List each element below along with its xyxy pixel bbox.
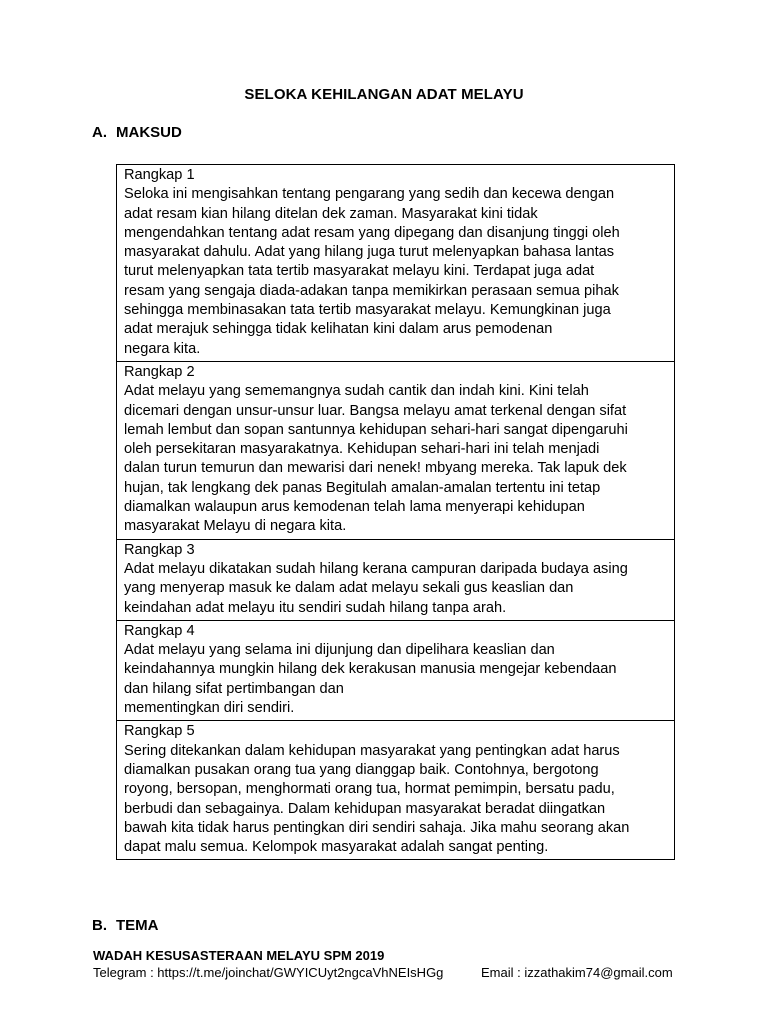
rangkap-row — [117, 620, 675, 720]
footer-contact — [93, 965, 693, 980]
rangkap-line: yang menyerap masuk ke dalam adat melayu sekali gus keaslian dan — [124, 580, 574, 597]
footer-title: WADAH KESUSASTERAAN MELAYU SPM 2019 — [93, 948, 385, 963]
rangkap-row — [117, 721, 675, 860]
rangkap-title: Rangkap 4 — [124, 622, 195, 639]
rangkap-line: berbudi dan sebagainya. Dalam kehidupan masyarakat beradat diingatkan — [124, 800, 606, 817]
rangkap-line: Sering ditekankan dalam kehidupan masyarakat yang pentingkan adat harus — [124, 742, 620, 759]
rangkap-line: Adat melayu dikatakan sudah hilang kerana campuran daripada budaya asing — [124, 560, 628, 577]
section-b-heading — [92, 917, 159, 934]
rangkap-line: diamalkan walaupun arus kemodenan telah lama menyerapi kehidupan — [124, 499, 585, 516]
rangkap-line: masyarakat dahulu. Adat yang hilang juga turut melenyapkan bahasa lantas — [124, 244, 615, 261]
document-title: SELOKA KEHILANGAN ADAT MELAYU — [244, 86, 524, 103]
rangkap-line: sehingga membinasakan tata tertib masyarakat melayu. Kemungkinan juga — [124, 302, 611, 319]
rangkap-line: resam yang sengaja diada-adakan tanpa memikirkan perasaan semua pihak — [124, 282, 619, 299]
rangkap-line: lemah lembut dan sopan santunnya kehidupan sehari-hari sangat dipengaruhi — [124, 421, 628, 438]
section-b-number: B. — [92, 917, 107, 934]
rangkap-line: Adat melayu yang selama ini dijunjung dan dipelihara keaslian dan — [124, 642, 555, 659]
rangkap-line: hujan, tak lengkang dek panas Begitulah amalan-amalan tertentu ini tetap — [124, 479, 601, 496]
rangkap-cell — [117, 721, 675, 860]
rangkap-line: bawah kita tidak harus pentingkan diri sendiri sahaja. Jika mahu seorang akan — [124, 819, 630, 836]
rangkap-table — [116, 164, 675, 860]
rangkap-row — [117, 361, 675, 539]
rangkap-line: dapat malu semua. Kelompok masyarakat adalah sangat penting. — [124, 839, 549, 856]
rangkap-line: mementingkan diri sendiri. — [124, 700, 295, 717]
rangkap-line: diamalkan pusakan orang tua yang dianggap baik. Contohnya, bergotong — [124, 761, 599, 778]
rangkap-line: oleh persekitaran masyarakatnya. Kehidupan sehari-hari ini telah menjadi — [124, 441, 600, 458]
rangkap-cell — [117, 539, 675, 620]
rangkap-line: royong, bersopan, menghormati orang tua, hormat pemimpin, bersatu padu, — [124, 781, 615, 798]
rangkap-line: masyarakat Melayu di negara kita. — [124, 518, 347, 535]
section-a-heading — [92, 124, 182, 141]
rangkap-row — [117, 165, 675, 362]
rangkap-line: Seloka ini mengisahkan tentang pengarang yang sedih dan kecewa dengan — [124, 186, 615, 203]
rangkap-line: keindahannya mungkin hilang dek kerakusan manusia mengejar kebendaan — [124, 661, 617, 678]
rangkap-title: Rangkap 1 — [124, 167, 195, 183]
rangkap-line: keindahan adat melayu itu sendiri sudah hilang tanpa arah. — [124, 599, 507, 616]
rangkap-line: Adat melayu yang sememangnya sudah cantik dan indah kini. Kini telah — [124, 383, 589, 400]
rangkap-line: adat resam kian hilang ditelan dek zaman. Masyarakat kini tidak — [124, 205, 538, 222]
section-b-label: TEMA — [116, 917, 159, 934]
section-a-number: A. — [92, 124, 107, 141]
rangkap-title: Rangkap 5 — [124, 723, 195, 740]
rangkap-line: mengendahkan tentang adat resam yang dipegang dan disanjung tinggi oleh — [124, 224, 620, 241]
telegram-link[interactable]: Telegram : https://t.me/joinchat/GWYICUyt2ngcaVhNEIsHGg — [93, 965, 444, 980]
rangkap-line: turut melenyapkan tata tertib masyarakat melayu kini. Terdapat juga adat — [124, 263, 595, 280]
rangkap-title: Rangkap 3 — [124, 541, 195, 558]
rangkap-row — [117, 539, 675, 620]
rangkap-line: adat merajuk sehingga tidak kelihatan kini dalam arus pemodenan — [124, 321, 553, 338]
rangkap-title: Rangkap 2 — [124, 363, 195, 380]
rangkap-cell — [117, 620, 675, 720]
rangkap-cell — [117, 361, 675, 539]
rangkap-line: dan hilang sifat pertimbangan dan — [124, 680, 344, 697]
section-a-label: MAKSUD — [116, 124, 182, 141]
rangkap-cell — [117, 165, 675, 362]
rangkap-line: dicemari dengan unsur-unsur luar. Bangsa melayu amat terkenal dengan sifat — [124, 402, 627, 419]
rangkap-line: negara kita. — [124, 340, 201, 357]
email-address[interactable]: Email : izzathakim74@gmail.com — [481, 965, 673, 980]
rangkap-line: dalan turun temurun dan mewarisi dari nenek! mbyang mereka. Tak lapuk dek — [124, 460, 627, 477]
